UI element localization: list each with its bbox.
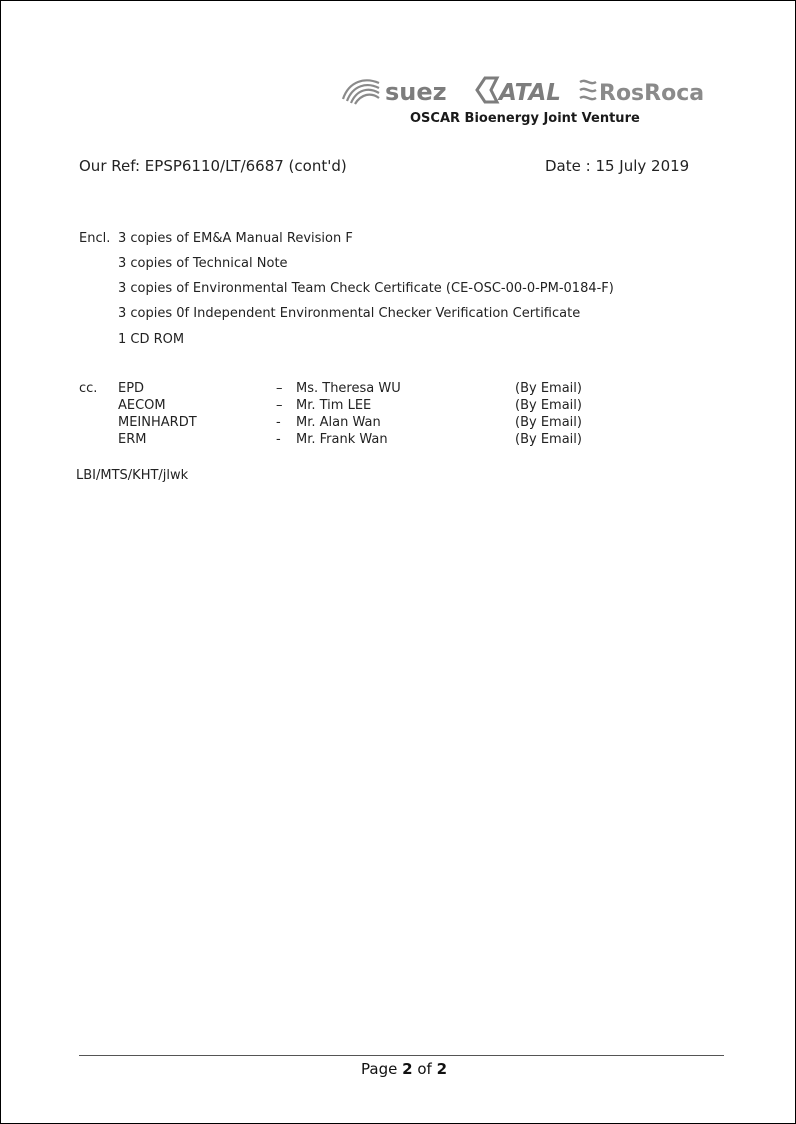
enclosure-item: 3 copies of EM&A Manual Revision F bbox=[118, 231, 353, 246]
cc-dash: - bbox=[276, 432, 281, 447]
cc-delivery-method: (By Email) bbox=[515, 398, 582, 413]
cc-person: Mr. Frank Wan bbox=[296, 432, 388, 447]
rosroca-logo bbox=[577, 73, 719, 107]
suez-logo bbox=[339, 73, 449, 107]
reference-initials: LBI/MTS/KHT/jlwk bbox=[76, 468, 189, 483]
cc-dash: – bbox=[276, 398, 283, 413]
cc-row bbox=[118, 432, 598, 449]
atal-logo bbox=[469, 73, 569, 107]
atal-logo-text: ATAL bbox=[499, 80, 561, 106]
current-page: 2 bbox=[402, 1060, 413, 1078]
cc-organization: AECOM bbox=[118, 398, 166, 413]
cc-person: Ms. Theresa WU bbox=[296, 381, 401, 396]
suez-logo-text: suez bbox=[385, 78, 447, 106]
cc-row bbox=[118, 398, 598, 415]
total-pages: 2 bbox=[436, 1060, 448, 1078]
rosroca-logo-text: RosRoca bbox=[599, 81, 705, 106]
cc-organization: EPD bbox=[118, 381, 145, 396]
footer-divider bbox=[79, 1055, 724, 1056]
partner-logos bbox=[333, 67, 723, 111]
enclosure-item: 3 copies of Environmental Team Check Certificate (CE-OSC-00-0-PM-0184-F) bbox=[118, 281, 614, 296]
page-word: Page bbox=[361, 1060, 398, 1078]
enclosure-item: 3 copies 0f Independent Environmental Checker Verification Certificate bbox=[118, 306, 581, 321]
cc-organization: ERM bbox=[118, 432, 147, 447]
cc-delivery-method: (By Email) bbox=[515, 381, 582, 396]
cc-dash: - bbox=[276, 415, 281, 430]
our-reference: Our Ref: EPSP6110/LT/6687 (cont'd) bbox=[79, 157, 347, 175]
cc-person: Mr. Alan Wan bbox=[296, 415, 381, 430]
cc-delivery-method: (By Email) bbox=[515, 415, 582, 430]
cc-row bbox=[118, 415, 598, 432]
cc-label: cc. bbox=[79, 381, 98, 396]
joint-venture-name: OSCAR Bioenergy Joint Venture bbox=[410, 111, 640, 126]
enclosure-item: 1 CD ROM bbox=[118, 332, 185, 347]
page-number bbox=[361, 1060, 447, 1078]
of-word: of bbox=[417, 1060, 432, 1078]
cc-row bbox=[118, 381, 598, 398]
cc-dash: – bbox=[276, 381, 283, 396]
enclosure-item: 3 copies of Technical Note bbox=[118, 256, 288, 271]
cc-person: Mr. Tim LEE bbox=[296, 398, 372, 413]
enclosures-label: Encl. bbox=[79, 231, 111, 246]
cc-delivery-method: (By Email) bbox=[515, 432, 582, 447]
cc-organization: MEINHARDT bbox=[118, 415, 197, 430]
letter-date: Date : 15 July 2019 bbox=[545, 157, 690, 175]
